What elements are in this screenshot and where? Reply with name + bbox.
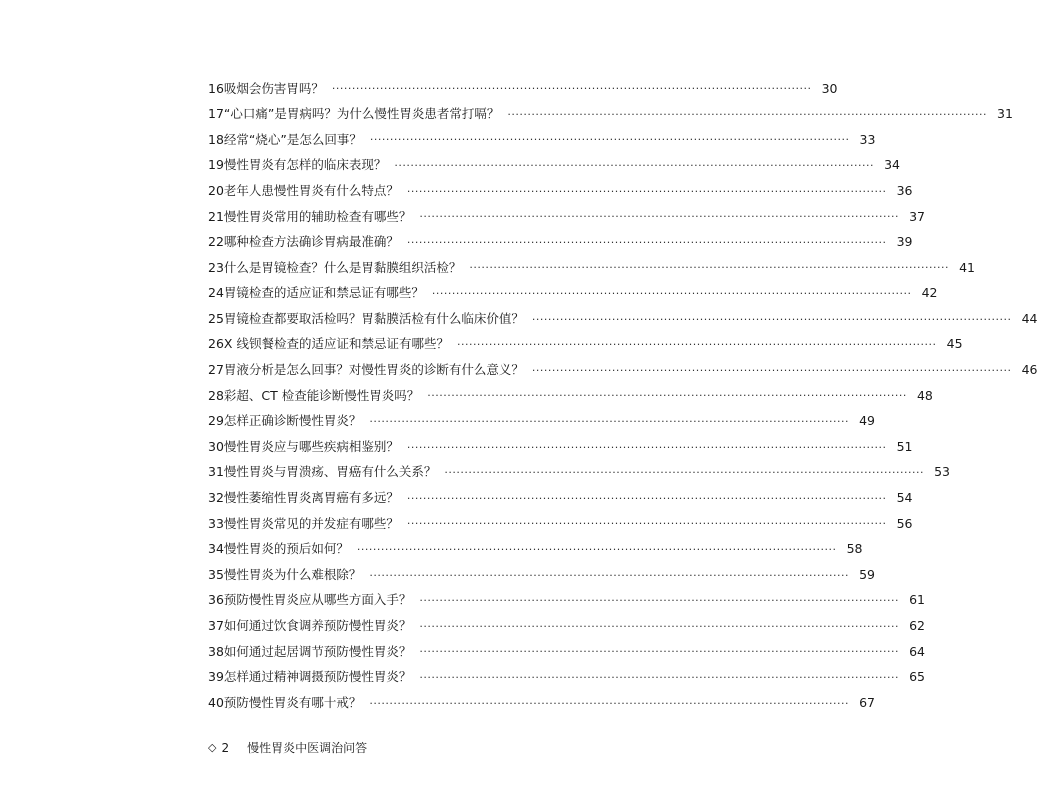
toc-entry-number: 26	[208, 336, 224, 352]
toc-entry-title: 预防慢性胃炎有哪十戒？	[223, 694, 362, 710]
toc-entry-page: 30	[821, 80, 838, 96]
leader-dots: ························································································································	[406, 517, 887, 531]
toc-entry	[208, 690, 876, 716]
leader-dots: ························································································································	[356, 542, 837, 556]
toc-entry-title: 慢性胃炎为什么难根除？	[223, 566, 362, 582]
toc-entry-title: X 线钡餐检查的适应证和禁忌证有哪些？	[223, 336, 449, 352]
toc-entry-page: 48	[916, 387, 933, 403]
toc-entry-title: 老年人患慢性胃炎有什么特点？	[223, 182, 399, 198]
toc-entry	[208, 434, 913, 460]
leader-dots: ························································································································	[369, 133, 850, 147]
running-title: 慢性胃炎中医调治问答	[247, 741, 368, 755]
leader-dots: ························································································································	[419, 645, 900, 659]
toc-entry	[208, 230, 913, 256]
toc-entry	[208, 460, 951, 486]
toc-entry-number: 28	[208, 387, 224, 403]
toc-entry-title: 什么是胃镜检查？什么是胃黏膜组织活检？	[223, 259, 462, 275]
leader-dots: ························································································································	[431, 287, 912, 301]
toc-entry-page: 49	[859, 413, 876, 429]
toc-entry-number: 23	[208, 259, 224, 275]
toc-entry-number: 40	[208, 694, 224, 710]
toc-entry-page: 31	[997, 106, 1013, 122]
toc-entry-number: 31	[208, 464, 224, 480]
toc-entry-title: 如何通过起居调节预防慢性胃炎？	[223, 643, 412, 659]
toc-entry	[208, 537, 863, 563]
toc-entry-number: 20	[208, 182, 224, 198]
diamond-icon: ◇	[208, 741, 217, 754]
toc-entry	[208, 255, 976, 281]
toc-entry-number: 38	[208, 643, 224, 659]
toc-entry	[208, 511, 913, 537]
toc-entry-page: 59	[859, 566, 876, 582]
toc-entry-page: 67	[859, 694, 876, 710]
toc-entry-page: 34	[884, 157, 901, 173]
toc-entry	[208, 409, 876, 435]
leader-dots: ························································································································	[369, 568, 850, 582]
toc-entry	[208, 332, 963, 358]
leader-dots: ························································································································	[427, 389, 907, 403]
toc-entry-title: 怎样通过精神调摄预防慢性胃炎？	[223, 669, 412, 685]
toc-entry	[208, 127, 876, 153]
toc-entry-title: 慢性胃炎常用的辅助检查有哪些？	[223, 208, 412, 224]
toc-entry-title: 慢性胃炎常见的并发症有哪些？	[223, 515, 399, 531]
toc-entry-page: 36	[896, 182, 913, 198]
leader-dots: ························································································································	[444, 466, 925, 480]
toc-entry-title: 经常“烧心”是怎么回事？	[223, 131, 362, 147]
leader-dots: ························································································································	[406, 184, 887, 198]
toc-entry-title: 吸烟会伤害胃吗？	[223, 80, 324, 96]
page-footer	[208, 739, 367, 756]
toc-entry-number: 17	[208, 106, 224, 122]
toc-entry-title: 哪种检查方法确诊胃病最准确？	[223, 234, 399, 250]
toc-entry	[208, 306, 1038, 332]
toc-entry-title: 胃液分析是怎么回事？对慢性胃炎的诊断有什么意义？	[223, 362, 524, 378]
toc-entry	[208, 204, 926, 230]
leader-dots: ························································································································	[419, 619, 900, 633]
toc-entry-number: 30	[208, 438, 224, 454]
toc-entry-page: 41	[959, 259, 976, 275]
toc-entry-number: 21	[208, 208, 224, 224]
toc-entry	[208, 562, 876, 588]
toc-entry-number: 27	[208, 362, 224, 378]
leader-dots: ························································································································	[456, 338, 937, 352]
table-of-contents	[208, 76, 1038, 716]
toc-entry-number: 35	[208, 566, 224, 582]
toc-entry-number: 34	[208, 541, 224, 557]
toc-entry	[208, 639, 926, 665]
toc-entry-title: 怎样正确诊断慢性胃炎？	[223, 413, 362, 429]
toc-entry-number: 19	[208, 157, 224, 173]
toc-entry	[208, 358, 1038, 384]
leader-dots: ························································································································	[394, 159, 875, 173]
toc-entry-number: 32	[208, 490, 224, 506]
leader-dots: ························································································································	[531, 363, 1012, 377]
toc-entry	[208, 665, 926, 691]
leader-dots: ························································································································	[331, 82, 812, 96]
toc-entry-page: 56	[896, 515, 913, 531]
leader-dots: ························································································································	[406, 235, 887, 249]
toc-entry	[208, 178, 913, 204]
leader-dots: ························································································································	[419, 594, 900, 608]
toc-entry-page: 44	[1021, 310, 1038, 326]
toc-entry-title: 慢性胃炎有怎样的临床表现？	[223, 157, 387, 173]
leader-dots: ························································································································	[369, 696, 850, 710]
toc-entry-number: 29	[208, 413, 224, 429]
leader-dots: ························································································································	[406, 491, 887, 505]
toc-entry-title: 慢性胃炎与胃溃疡、胃癌有什么关系？	[223, 464, 437, 480]
toc-entry-page: 39	[896, 234, 913, 250]
toc-entry-title: 胃镜检查的适应证和禁忌证有哪些？	[223, 285, 424, 301]
toc-entry-title: 慢性萎缩性胃炎离胃癌有多远？	[223, 490, 399, 506]
toc-entry-page: 42	[921, 285, 938, 301]
leader-dots: ························································································································	[469, 261, 950, 275]
toc-entry-page: 64	[909, 643, 926, 659]
toc-entry-page: 51	[896, 438, 913, 454]
toc-entry-page: 33	[859, 131, 876, 147]
toc-entry-number: 18	[208, 131, 224, 147]
toc-entry	[208, 76, 838, 102]
toc-entry-number: 25	[208, 310, 224, 326]
leader-dots: ························································································································	[507, 107, 987, 121]
leader-dots: ························································································································	[406, 440, 887, 454]
toc-entry-number: 36	[208, 592, 224, 608]
toc-entry-page: 45	[946, 336, 963, 352]
leader-dots: ························································································································	[419, 670, 900, 684]
toc-entry	[208, 383, 933, 409]
toc-entry-title: 如何通过饮食调养预防慢性胃炎？	[223, 618, 412, 634]
toc-entry-page: 61	[909, 592, 926, 608]
toc-entry-page: 54	[896, 490, 913, 506]
toc-entry	[208, 588, 926, 614]
toc-entry-page: 58	[846, 541, 863, 557]
toc-entry	[208, 613, 926, 639]
toc-entry-page: 65	[909, 669, 926, 685]
page-number: 2	[221, 740, 230, 755]
toc-entry-title: 胃镜检查都要取活检吗？胃黏膜活检有什么临床价值？	[223, 310, 524, 326]
toc-entry	[208, 102, 1013, 128]
toc-entry-title: 预防慢性胃炎应从哪些方面入手？	[223, 592, 412, 608]
toc-entry-number: 16	[208, 80, 224, 96]
toc-entry	[208, 486, 913, 512]
toc-entry-number: 37	[208, 618, 224, 634]
leader-dots: ························································································································	[369, 415, 850, 429]
toc-entry-number: 39	[208, 669, 224, 685]
toc-entry	[208, 281, 938, 307]
leader-dots: ························································································································	[419, 210, 900, 224]
toc-entry	[208, 153, 901, 179]
leader-dots: ························································································································	[531, 312, 1012, 326]
toc-entry-page: 37	[909, 208, 926, 224]
toc-entry-page: 53	[934, 464, 951, 480]
toc-entry-title: 彩超、CT 检查能诊断慢性胃炎吗？	[223, 387, 420, 403]
toc-entry-number: 33	[208, 515, 224, 531]
toc-entry-page: 62	[909, 618, 926, 634]
toc-entry-page: 46	[1021, 362, 1038, 378]
toc-entry-title: “心口痛”是胃病吗？为什么慢性胃炎患者常打嗝？	[223, 106, 500, 122]
toc-entry-number: 24	[208, 285, 224, 301]
toc-entry-number: 22	[208, 234, 224, 250]
toc-entry-title: 慢性胃炎的预后如何？	[223, 541, 349, 557]
toc-entry-title: 慢性胃炎应与哪些疾病相鉴别？	[223, 438, 399, 454]
